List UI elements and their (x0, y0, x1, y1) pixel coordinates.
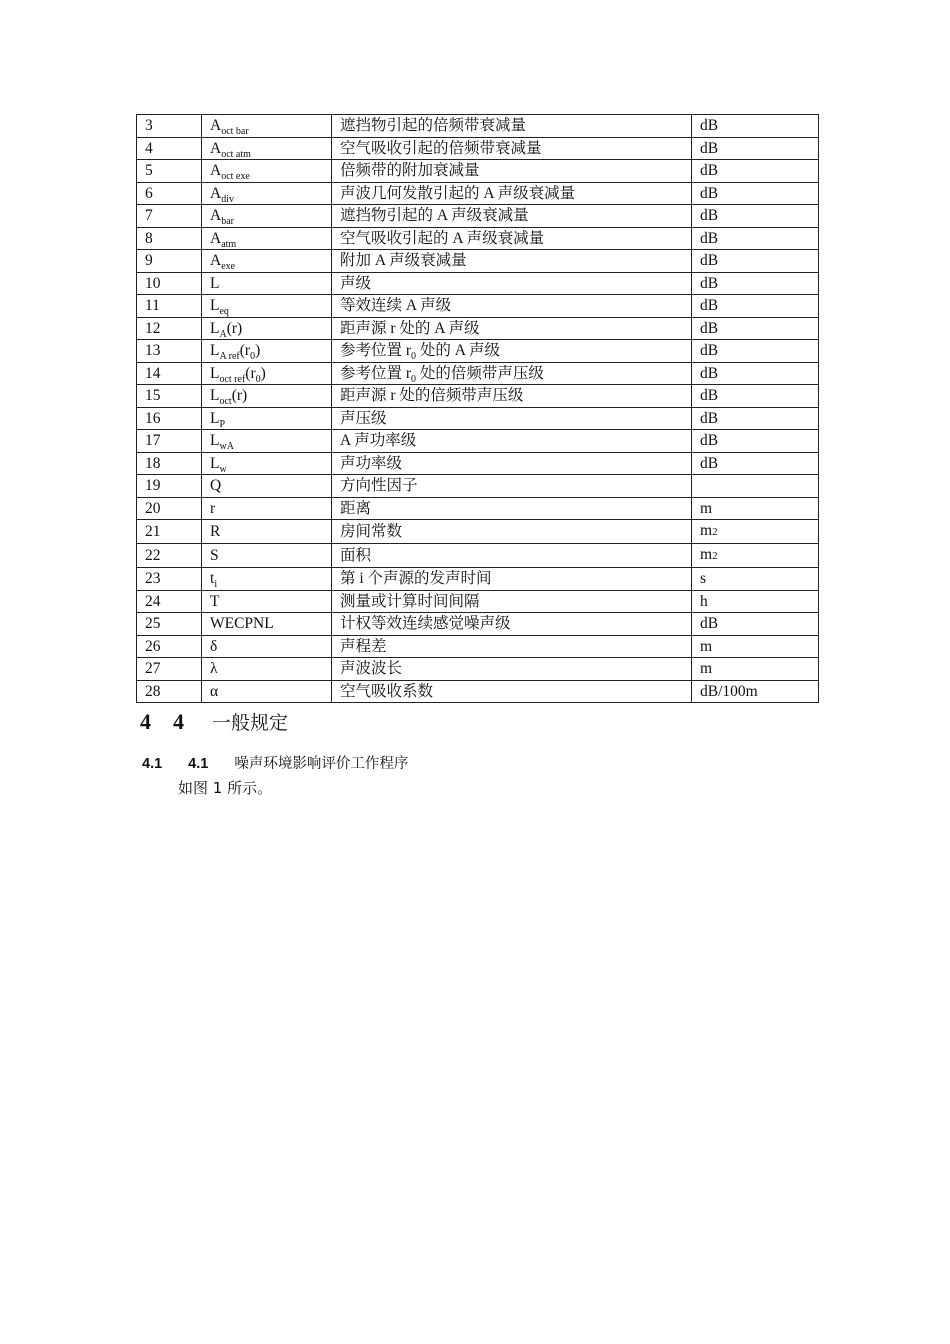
row-symbol (202, 430, 332, 453)
symbol-main: WECPNL (210, 615, 274, 633)
row-description: 声程差 (332, 635, 692, 658)
symbol-subscript: A (219, 328, 227, 340)
symbol-suffix-subscript: 0 (250, 351, 256, 362)
symbol-main: A (210, 184, 222, 202)
symbol-subscript: w (219, 463, 227, 475)
subsection-title: 噪声环境影响评价工作程序 (234, 756, 409, 772)
table-row (137, 115, 819, 138)
unit-text: dB/100m (700, 682, 758, 700)
table-row (137, 544, 819, 568)
table-row (137, 452, 819, 475)
unit-text: dB (700, 387, 719, 405)
table-row (137, 362, 819, 385)
unit-text: dB (700, 297, 719, 315)
row-description: 倍频带的附加衰减量 (332, 160, 692, 183)
symbol-subscript: oct atm (221, 148, 251, 160)
subsection-number: 4.1 (142, 756, 163, 772)
row-symbol (202, 635, 332, 658)
row-unit (692, 680, 819, 703)
section-title: 一般规定 (212, 712, 289, 734)
row-symbol (202, 340, 332, 363)
unit-text: dB (700, 162, 719, 180)
row-unit (692, 115, 819, 138)
symbol-main: L (210, 409, 220, 427)
row-unit (692, 544, 819, 568)
row-description: 遮挡物引起的 A 声级衰减量 (332, 205, 692, 228)
row-description: 距离 (332, 497, 692, 520)
row-number: 24 (137, 590, 202, 613)
body-paragraph: 如图 1 所示。 (178, 779, 273, 797)
row-number: 14 (137, 362, 202, 385)
row-number: 9 (137, 250, 202, 273)
row-number: 18 (137, 452, 202, 475)
symbol-main: L (210, 454, 220, 472)
table-row (137, 635, 819, 658)
row-unit (692, 227, 819, 250)
unit-text: m (700, 499, 713, 517)
row-symbol (202, 680, 332, 703)
symbol-suffix-subscript: 0 (255, 373, 261, 385)
row-unit (692, 635, 819, 658)
symbol-main: t (210, 570, 215, 588)
row-number: 16 (137, 407, 202, 430)
unit-text: dB (700, 139, 719, 157)
symbol-main: α (210, 682, 219, 700)
row-description: 等效连续 A 声级 (332, 295, 692, 318)
table-row (137, 205, 819, 228)
row-symbol (202, 317, 332, 340)
symbol-suffix: (r) (231, 387, 248, 405)
unit-text: h (700, 592, 708, 610)
row-number: 22 (137, 544, 202, 568)
table-row (137, 590, 819, 613)
symbol-main: Q (210, 477, 222, 495)
unit-text: dB (700, 364, 719, 382)
unit-text: dB (700, 319, 719, 337)
symbol-subscript: A ref (219, 351, 240, 362)
table-row (137, 160, 819, 183)
description-prefix: 参考位置 r (340, 342, 412, 360)
row-description: 空气吸收引起的 A 声级衰减量 (332, 227, 692, 250)
row-symbol (202, 475, 332, 498)
row-number: 20 (137, 497, 202, 520)
symbol-subscript: exe (221, 261, 236, 272)
table-row (137, 227, 819, 250)
row-symbol (202, 407, 332, 430)
row-symbol (202, 568, 332, 591)
row-number: 26 (137, 635, 202, 658)
row-symbol (202, 227, 332, 250)
row-unit (692, 407, 819, 430)
row-unit (692, 295, 819, 318)
row-number: 3 (137, 115, 202, 138)
symbol-subscript: P (219, 418, 226, 430)
row-unit (692, 385, 819, 408)
symbols-table-body (137, 115, 819, 703)
symbol-subscript: eq (219, 306, 229, 317)
unit-text: m (700, 660, 713, 678)
row-description: 面积 (332, 544, 692, 568)
row-symbol (202, 160, 332, 183)
symbol-main: r (210, 499, 216, 517)
row-unit (692, 520, 819, 544)
table-row (137, 497, 819, 520)
unit-exponent: 2 (712, 526, 718, 538)
row-description: 测量或计算时间间隔 (332, 590, 692, 613)
section-number-repeat: 4 (173, 709, 184, 734)
unit-text: m (700, 522, 713, 539)
symbol-subscript: wA (219, 441, 234, 452)
row-number: 25 (137, 613, 202, 636)
row-number: 28 (137, 680, 202, 703)
description-subscript: 0 (411, 373, 417, 385)
row-unit (692, 475, 819, 498)
symbol-subscript: bar (221, 216, 234, 227)
table-row (137, 613, 819, 636)
unit-text: dB (700, 615, 719, 633)
symbol-suffix: (r (239, 342, 251, 360)
symbol-main: L (210, 342, 220, 360)
row-description: 空气吸收引起的倍频带衰减量 (332, 137, 692, 160)
symbol-subscript: i (214, 579, 218, 590)
row-symbol (202, 452, 332, 475)
symbol-main: A (210, 207, 222, 225)
row-unit (692, 568, 819, 591)
symbol-main: L (210, 432, 220, 450)
row-number: 4 (137, 137, 202, 160)
unit-text: dB (700, 274, 719, 292)
table-row (137, 385, 819, 408)
row-number: 15 (137, 385, 202, 408)
row-description: 距声源 r 处的倍频带声压级 (332, 385, 692, 408)
symbol-subscript: atm (221, 238, 237, 250)
row-symbol (202, 497, 332, 520)
description-suffix: 处的倍频带声压级 (416, 364, 544, 382)
symbol-subscript: div (221, 193, 234, 205)
symbol-suffix-end: ) (255, 342, 261, 360)
row-description: 声功率级 (332, 452, 692, 475)
table-row (137, 520, 819, 544)
row-symbol (202, 137, 332, 160)
row-symbol (202, 590, 332, 613)
row-number: 13 (137, 340, 202, 363)
symbol-subscript: oct bar (221, 126, 249, 137)
row-description: 声压级 (332, 407, 692, 430)
table-row (137, 568, 819, 591)
unit-text: s (700, 570, 707, 588)
row-description: 遮挡物引起的倍频带衰减量 (332, 115, 692, 138)
row-description: 声级 (332, 272, 692, 295)
row-symbol (202, 362, 332, 385)
unit-text: dB (700, 342, 719, 360)
symbol-main: A (210, 162, 222, 180)
row-description: 距声源 r 处的 A 声级 (332, 317, 692, 340)
row-unit (692, 590, 819, 613)
row-symbol (202, 205, 332, 228)
row-unit (692, 205, 819, 228)
row-symbol (202, 613, 332, 636)
row-unit (692, 272, 819, 295)
symbols-table (136, 114, 819, 703)
row-number: 7 (137, 205, 202, 228)
section-number: 4 (140, 709, 151, 734)
unit-text: m (700, 546, 713, 563)
row-description: 方向性因子 (332, 475, 692, 498)
row-number: 12 (137, 317, 202, 340)
unit-text: dB (700, 252, 719, 270)
row-number: 19 (137, 475, 202, 498)
row-description: 附加 A 声级衰减量 (332, 250, 692, 273)
row-unit (692, 430, 819, 453)
table-row (137, 250, 819, 273)
subsection-heading (142, 752, 408, 773)
unit-text: dB (700, 207, 719, 225)
symbol-main: R (210, 523, 221, 540)
section-heading (140, 708, 288, 735)
row-unit (692, 160, 819, 183)
row-description: 计权等效连续感觉噪声级 (332, 613, 692, 636)
symbol-main: A (210, 229, 222, 247)
row-unit (692, 317, 819, 340)
row-unit (692, 182, 819, 205)
row-unit (692, 250, 819, 273)
description-subscript: 0 (411, 351, 417, 362)
row-number: 17 (137, 430, 202, 453)
unit-text: dB (700, 117, 719, 135)
symbol-main: A (210, 139, 222, 157)
row-symbol (202, 272, 332, 295)
table-row (137, 137, 819, 160)
unit-exponent: 2 (712, 550, 718, 562)
symbol-subscript: oct (219, 396, 232, 407)
table-row (137, 272, 819, 295)
unit-text: dB (700, 229, 719, 247)
symbol-main: L (210, 387, 220, 405)
unit-text: dB (700, 454, 719, 472)
row-number: 8 (137, 227, 202, 250)
row-description (332, 340, 692, 363)
symbol-suffix: (r) (226, 319, 243, 337)
row-symbol (202, 658, 332, 681)
symbol-main: A (210, 252, 222, 270)
unit-text: m (700, 637, 713, 655)
symbol-main: S (210, 547, 219, 564)
table-row (137, 407, 819, 430)
row-number: 11 (137, 295, 202, 318)
symbol-main: L (210, 297, 220, 315)
row-number: 21 (137, 520, 202, 544)
row-symbol (202, 385, 332, 408)
symbol-main: λ (210, 660, 218, 678)
symbol-main: L (210, 364, 220, 382)
unit-text: dB (700, 184, 719, 202)
row-symbol (202, 520, 332, 544)
row-number: 5 (137, 160, 202, 183)
row-unit (692, 362, 819, 385)
symbol-main: L (210, 319, 220, 337)
table-row (137, 295, 819, 318)
row-number: 27 (137, 658, 202, 681)
table-row (137, 680, 819, 703)
symbol-main: T (210, 592, 220, 610)
table-row (137, 182, 819, 205)
row-description: A 声功率级 (332, 430, 692, 453)
row-unit (692, 658, 819, 681)
description-prefix: 参考位置 r (340, 364, 412, 382)
unit-text: dB (700, 409, 719, 427)
row-description: 空气吸收系数 (332, 680, 692, 703)
symbol-suffix-end: ) (260, 364, 266, 382)
table-row (137, 317, 819, 340)
description-suffix: 处的 A 声级 (416, 342, 501, 360)
row-symbol (202, 182, 332, 205)
row-number: 10 (137, 272, 202, 295)
row-description: 声波波长 (332, 658, 692, 681)
table-row (137, 340, 819, 363)
row-description (332, 362, 692, 385)
table-row (137, 475, 819, 498)
row-number: 23 (137, 568, 202, 591)
row-unit (692, 452, 819, 475)
table-row (137, 658, 819, 681)
row-unit (692, 613, 819, 636)
table-row (137, 430, 819, 453)
row-symbol (202, 115, 332, 138)
row-description: 声波几何发散引起的 A 声级衰减量 (332, 182, 692, 205)
row-number: 6 (137, 182, 202, 205)
row-symbol (202, 544, 332, 568)
unit-text: dB (700, 432, 719, 450)
row-description: 第 i 个声源的发声时间 (332, 568, 692, 591)
symbol-subscript: oct ref (219, 373, 246, 385)
symbol-subscript: oct exe (221, 171, 250, 182)
row-unit (692, 340, 819, 363)
subsection-number-repeat: 4.1 (188, 756, 209, 772)
symbol-main: A (210, 117, 222, 135)
row-symbol (202, 250, 332, 273)
symbol-main: δ (210, 637, 218, 655)
row-description: 房间常数 (332, 520, 692, 544)
row-unit (692, 137, 819, 160)
row-unit (692, 497, 819, 520)
symbol-main: L (210, 274, 220, 292)
symbol-suffix: (r (245, 364, 256, 382)
row-symbol (202, 295, 332, 318)
